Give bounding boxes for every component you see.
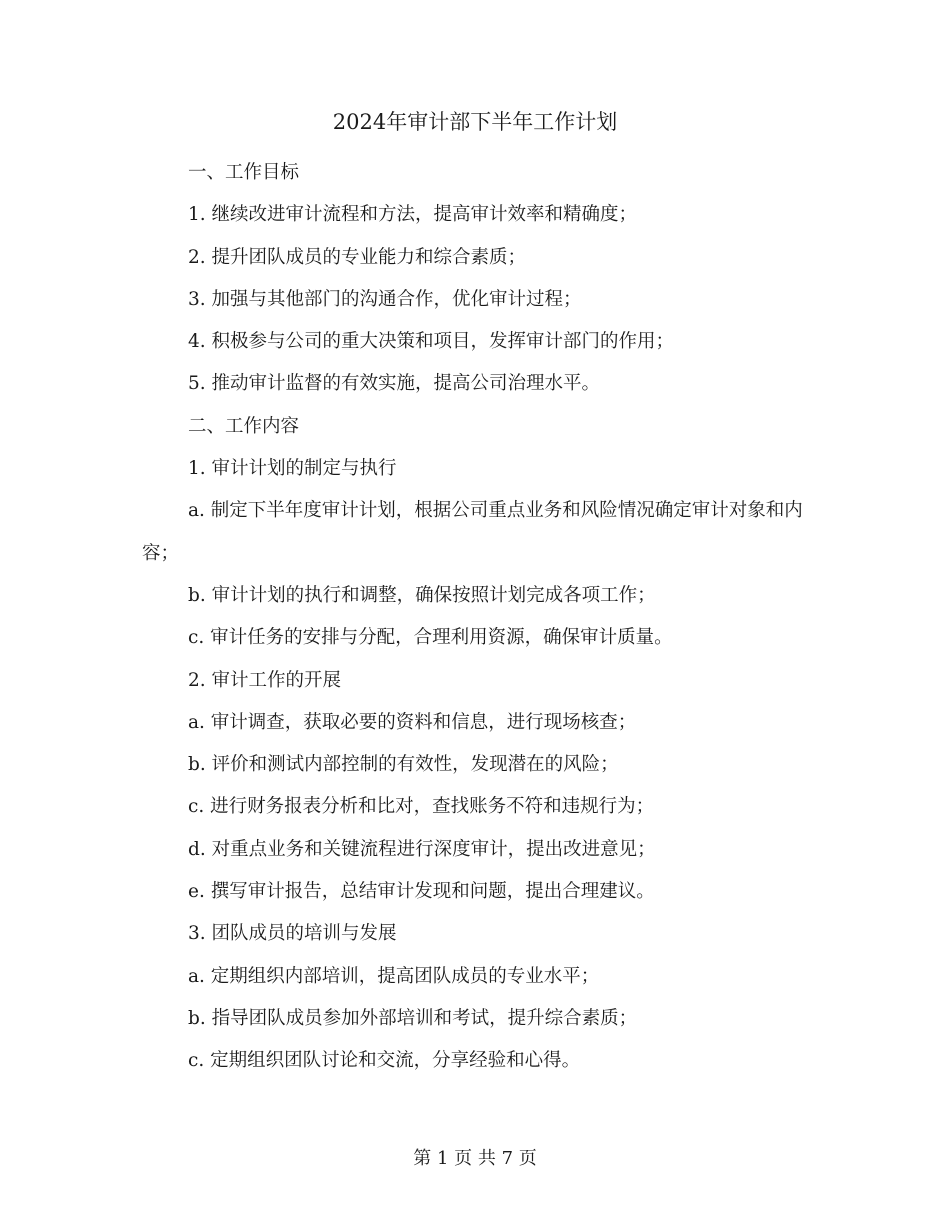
subsection-heading-training: 3. 团队成员的培训与发展 [188,923,397,945]
training-item-c: c. 定期组织团队讨论和交流，分享经验和心得。 [188,1050,581,1072]
work-item-e: e. 撰写审计报告，总结审计发现和问题，提出合理建议。 [188,881,655,903]
plan-item-a: a. 制定下半年度审计计划，根据公司重点业务和风险情况确定审计对象和内容； [142,500,803,564]
work-item-a: a. 审计调查，获取必要的资料和信息，进行现场核查； [188,711,637,733]
work-item-d: d. 对重点业务和关键流程进行深度审计，提出改进意见； [188,838,656,860]
work-item-c: c. 进行财务报表分析和比对，查找账务不符和违规行为； [188,796,655,818]
subsection-heading-plan: 1. 审计计划的制定与执行 [188,458,397,480]
goal-item-5: 5. 推动审计监督的有效实施，提高公司治理水平。 [188,373,601,395]
goal-item-2: 2. 提升团队成员的专业能力和综合素质； [188,246,527,268]
document-title: 2024年审计部下半年工作计划 [332,110,618,134]
goal-item-3: 3. 加强与其他部门的沟通合作，优化审计过程； [188,288,582,310]
section-heading-content: 二、工作内容 [188,415,300,437]
document-body [142,152,822,1083]
training-item-a: a. 定期组织内部培训，提高团队成员的专业水平； [188,965,600,987]
subsection-heading-work: 2. 审计工作的开展 [188,669,342,691]
plan-item-c: c. 审计任务的安排与分配，合理利用资源，确保审计质量。 [188,627,673,649]
plan-item-b: b. 审计计划的执行和调整，确保按照计划完成各项工作； [188,584,656,606]
section-heading-goals: 一、工作目标 [188,162,300,183]
page-footer: 第 1 页 共 7 页 [413,1148,537,1169]
work-item-b: b. 评价和测试内部控制的有效性，发现潜在的风险； [188,754,619,776]
goal-item-1: 1. 继续改进审计流程和方法，提高审计效率和精确度； [188,204,638,226]
goal-item-4: 4. 积极参与公司的重大决策和项目，发挥审计部门的作用； [188,331,675,353]
training-item-b: b. 指导团队成员参加外部培训和考试，提升综合素质； [188,1007,638,1029]
